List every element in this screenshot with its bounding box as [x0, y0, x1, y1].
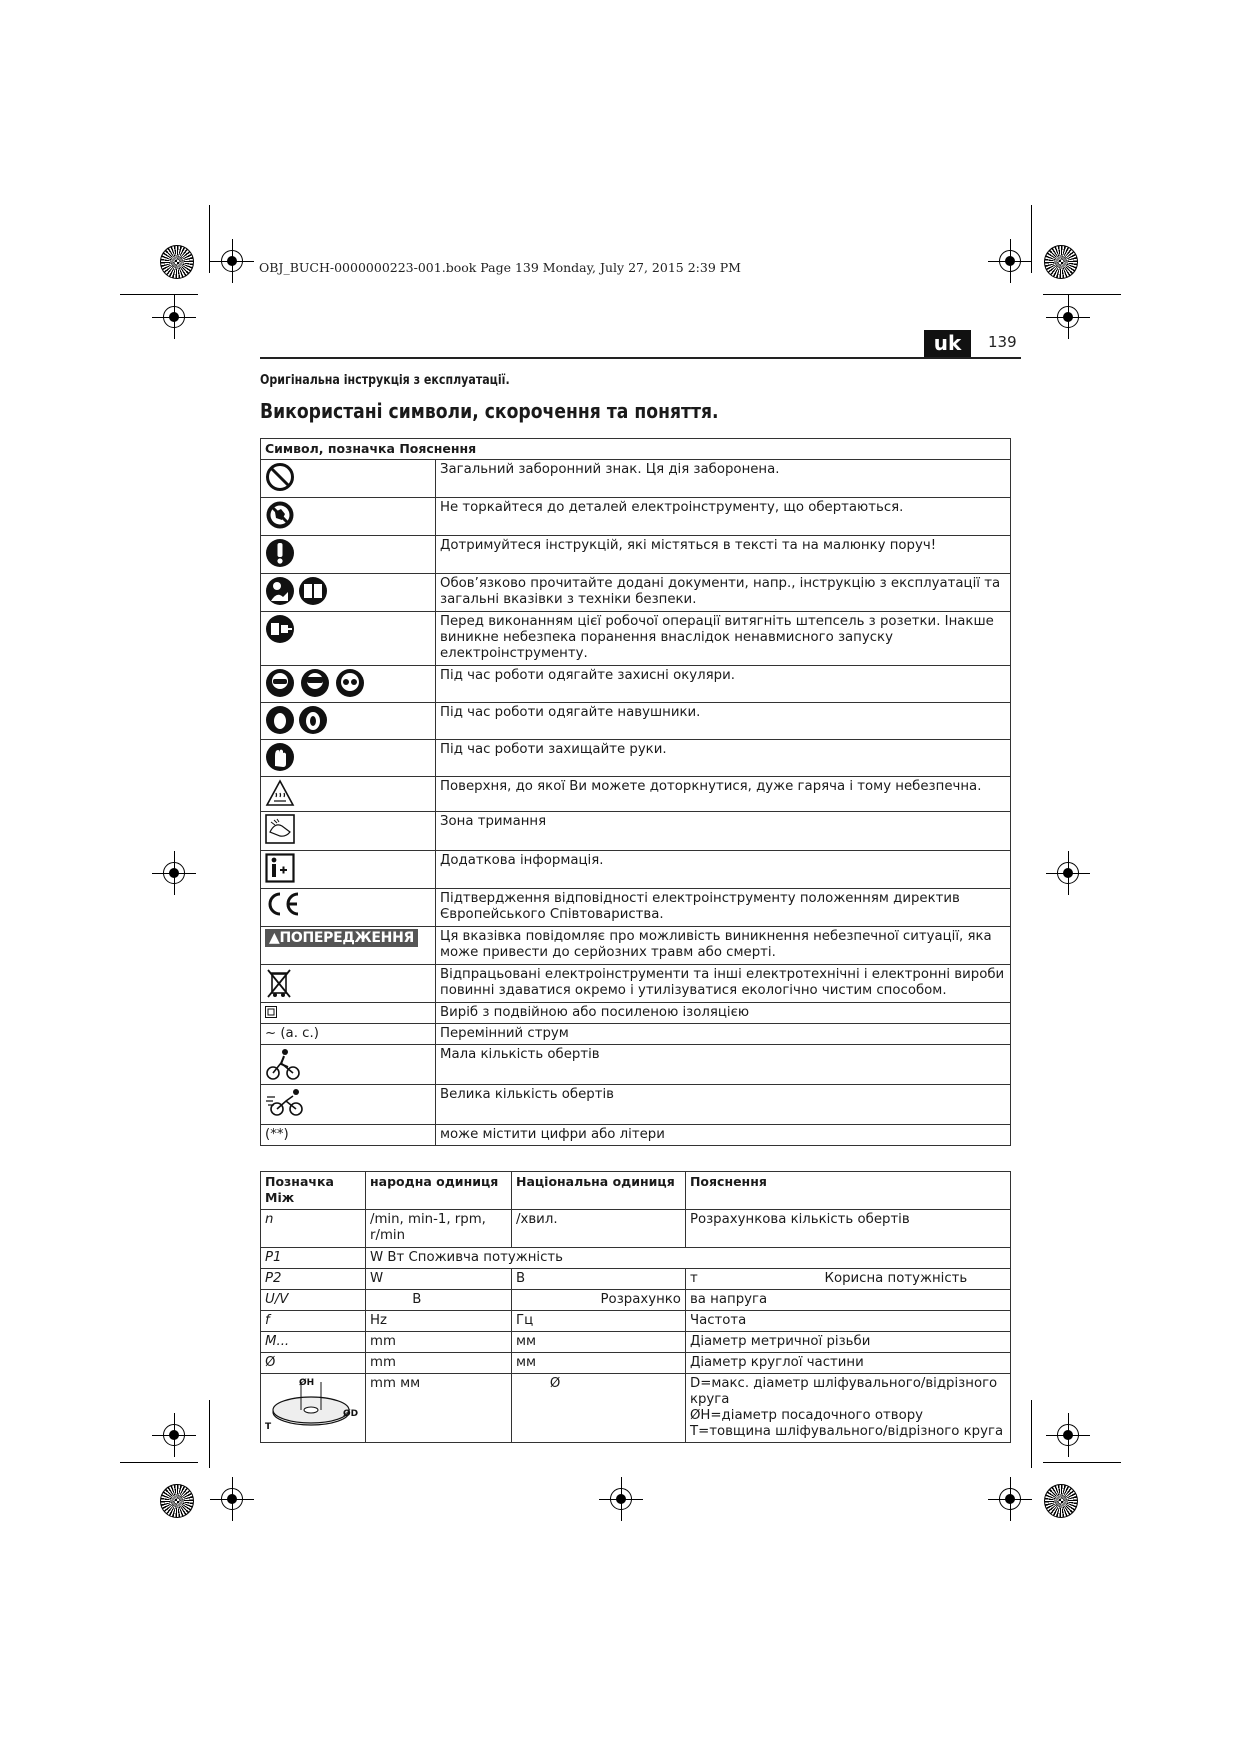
symbol-description: Перемінний струм: [436, 1024, 1011, 1045]
symbol-description: Поверхня, до якої Ви можете доторкнутися, дуже гаряча і тому небезпечна.: [436, 777, 1011, 812]
unit-national: Гц: [512, 1311, 686, 1332]
table-row: [261, 1085, 1011, 1125]
crop-mark: [1031, 205, 1032, 273]
table-row: [261, 498, 1011, 536]
read-manual-icon: [265, 576, 331, 606]
units-table: [260, 1171, 1011, 1443]
symbol-description: Зона тримання: [436, 812, 1011, 851]
symbol-description: Ця вказівка повідомляє про можливість виникнення небезпечної ситуації, яка може привести до серйозних травм або смерті.: [436, 927, 1011, 965]
weee-bin-icon: [265, 967, 293, 999]
table-row: [261, 536, 1011, 574]
document-subtitle: Оригінальна інструкція з експлуатації.: [260, 373, 510, 388]
unit-national: /хвил.: [512, 1210, 686, 1248]
registration-star-icon: [1044, 1484, 1078, 1518]
units-header-national: Національна одиниця: [512, 1172, 686, 1210]
crop-mark: [209, 1400, 210, 1468]
units-header-symbol: Позначка Між: [261, 1172, 366, 1210]
registration-target-icon: [1057, 306, 1079, 328]
crop-mark: [1043, 1462, 1121, 1463]
hot-surface-icon: [265, 779, 295, 807]
crop-mark: [120, 1462, 198, 1463]
crop-mark: [209, 205, 210, 273]
exclamation-icon: [265, 538, 295, 568]
symbol-description: Виріб з подвійною або посиленою ізоляцією: [436, 1003, 1011, 1024]
disc-label-od: ØD: [343, 1409, 359, 1419]
print-header: OBJ_BUCH-0000000223-001.book Page 139 Monday, July 27, 2015 2:39 PM: [259, 260, 741, 275]
unit-symbol: n: [261, 1210, 366, 1248]
table-row: [261, 1045, 1011, 1085]
unit-explanation: Частота: [685, 1311, 1010, 1332]
unit-symbol: M...: [261, 1332, 366, 1353]
symbol-description: Додаткова інформація.: [436, 851, 1011, 889]
safety-goggles-icon: [265, 668, 365, 698]
unit-national: мм: [512, 1332, 686, 1353]
unit-explanation: ва напруга: [685, 1290, 1010, 1311]
symbol-description: Під час роботи захищайте руки.: [436, 740, 1011, 777]
table-row: [261, 1311, 1011, 1332]
grip-zone-icon: [265, 814, 295, 844]
symbol-description: Під час роботи одягайте навушники.: [436, 703, 1011, 740]
symbol-description: Під час роботи одягайте захисні окуляри.: [436, 666, 1011, 703]
table-row: [261, 1024, 1011, 1045]
slow-cyclist-icon: [265, 1047, 301, 1081]
unit-explanation: т Корисна потужність: [685, 1269, 1010, 1290]
symbol-description: може містити цифри або літери: [436, 1125, 1011, 1146]
registration-target-icon: [163, 1424, 185, 1446]
grinding-disc-diagram-icon: [265, 1376, 361, 1430]
unit-explanation: Діаметр круглої частини: [685, 1353, 1010, 1374]
registration-target-icon: [999, 1488, 1021, 1510]
registration-target-icon: [999, 250, 1021, 272]
table-row: [261, 1210, 1011, 1248]
unit-symbol: U/V: [261, 1290, 366, 1311]
unit-national: Розрахунко: [512, 1290, 686, 1311]
fast-cyclist-icon: [265, 1087, 305, 1117]
unit-international: /min, min-1, rpm, r/min: [366, 1210, 512, 1248]
symbol-description: Відпрацьовані електроінструменти та інші електротехнічні і електронні вироби повинні здаватися окремо і утилізуватися екологічно чистим способом.: [436, 965, 1011, 1003]
info-icon: [265, 853, 295, 883]
symbol-description: Дотримуйтеся інструкцій, які містяться в тексті та на малюнку поруч!: [436, 536, 1011, 574]
table-row: [261, 574, 1011, 612]
unplug-icon: [265, 614, 295, 644]
unit-symbol: f: [261, 1311, 366, 1332]
registration-star-icon: [1044, 245, 1078, 279]
symbol-text: (**): [261, 1125, 436, 1146]
disc-explanation-oh: ØH=діаметр посадочного отвору: [689, 1408, 924, 1423]
disc-explanation-t: T=товщина шліфувального/відрізного круга: [689, 1424, 1004, 1439]
registration-star-icon: [160, 1484, 194, 1518]
symbols-table: [260, 438, 1011, 1146]
registration-target-icon: [221, 1488, 243, 1510]
page-number: 139: [988, 333, 1017, 351]
no-touch-rotating-icon: [265, 500, 295, 530]
units-header-international: народна одиниця: [366, 1172, 512, 1210]
symbols-table-header: Символ, позначка Пояснення: [261, 439, 1011, 460]
table-row: [261, 1003, 1011, 1024]
registration-star-icon: [160, 245, 194, 279]
table-row: [261, 851, 1011, 889]
disc-label-t: T: [265, 1422, 272, 1430]
warning-label: ▲ПОПЕРЕДЖЕННЯ: [265, 929, 418, 947]
unit-international: В: [366, 1290, 512, 1311]
crop-mark: [120, 294, 198, 295]
table-row: [261, 812, 1011, 851]
crop-mark: [1031, 1400, 1032, 1468]
registration-target-icon: [221, 250, 243, 272]
unit-international: W Вт Споживча потужність: [366, 1248, 1011, 1269]
registration-target-icon: [163, 862, 185, 884]
unit-symbol: P2: [261, 1269, 366, 1290]
registration-target-icon: [1057, 862, 1079, 884]
header-rule: [260, 357, 1021, 359]
registration-target-icon: [610, 1488, 632, 1510]
symbol-description: Загальний заборонний знак. Ця дія заборонена.: [436, 460, 1011, 498]
unit-international: Hz: [366, 1311, 512, 1332]
table-row: [261, 1374, 1011, 1443]
unit-international: mm мм: [366, 1374, 512, 1443]
unit-national: мм: [512, 1353, 686, 1374]
table-row: [261, 460, 1011, 498]
unit-national: Ø: [512, 1374, 686, 1443]
unit-international: mm: [366, 1332, 512, 1353]
table-row: [261, 1290, 1011, 1311]
unit-symbol: P1: [261, 1248, 366, 1269]
table-row: [261, 1332, 1011, 1353]
language-badge: uk: [924, 330, 971, 357]
unit-explanation: Діаметр метричної різьби: [685, 1332, 1010, 1353]
units-header-explanation: Пояснення: [685, 1172, 1010, 1210]
symbol-description: Велика кількість обертів: [436, 1085, 1011, 1125]
table-row: [261, 965, 1011, 1003]
symbol-description: Не торкайтеся до деталей електроінструменту, що обертаються.: [436, 498, 1011, 536]
symbol-text: ~ (a. c.): [261, 1024, 436, 1045]
table-row: [261, 740, 1011, 777]
unit-explanation: Розрахункова кількість обертів: [685, 1210, 1010, 1248]
symbol-description: Мала кількість обертів: [436, 1045, 1011, 1085]
disc-explanation-d: D=макс. діаметр шліфувального/відрізного круга: [689, 1376, 998, 1407]
disc-label-oh: ØH: [299, 1378, 315, 1388]
symbol-description: Перед виконанням цієї робочої операції витягніть штепсель з розетки. Інакше виникне небезпека поранення внаслідок ненавмисного запуску електроінструменту.: [436, 612, 1011, 666]
table-row: [261, 927, 1011, 965]
table-row: [261, 889, 1011, 927]
section-title: Використані символи, скорочення та поняття.: [260, 399, 719, 423]
unit-national: В: [512, 1269, 686, 1290]
unit-symbol: Ø: [261, 1353, 366, 1374]
table-row: [261, 1125, 1011, 1146]
table-row: [261, 703, 1011, 740]
table-row: [261, 1248, 1011, 1269]
crop-mark: [1043, 294, 1121, 295]
warning-triangle-icon: ▲: [269, 930, 280, 946]
symbol-description: Підтвердження відповідності електроінструменту положенням директив Європейського Співтовариства.: [436, 889, 1011, 927]
table-row: [261, 1353, 1011, 1374]
gloves-icon: [265, 742, 295, 772]
unit-international: mm: [366, 1353, 512, 1374]
ce-mark-icon: [265, 891, 301, 917]
symbol-description: Обов’язково прочитайте додані документи, напр., інструкцію з експлуатації та загальні вказівки з техніки безпеки.: [436, 574, 1011, 612]
prohibition-icon: [265, 462, 295, 492]
table-row: [261, 777, 1011, 812]
registration-target-icon: [1057, 1424, 1079, 1446]
table-row: [261, 612, 1011, 666]
registration-target-icon: [163, 306, 185, 328]
double-insulation-icon: [265, 1006, 277, 1018]
table-row: [261, 666, 1011, 703]
table-row: [261, 1269, 1011, 1290]
ear-protection-icon: [265, 705, 331, 735]
unit-international: W: [366, 1269, 512, 1290]
